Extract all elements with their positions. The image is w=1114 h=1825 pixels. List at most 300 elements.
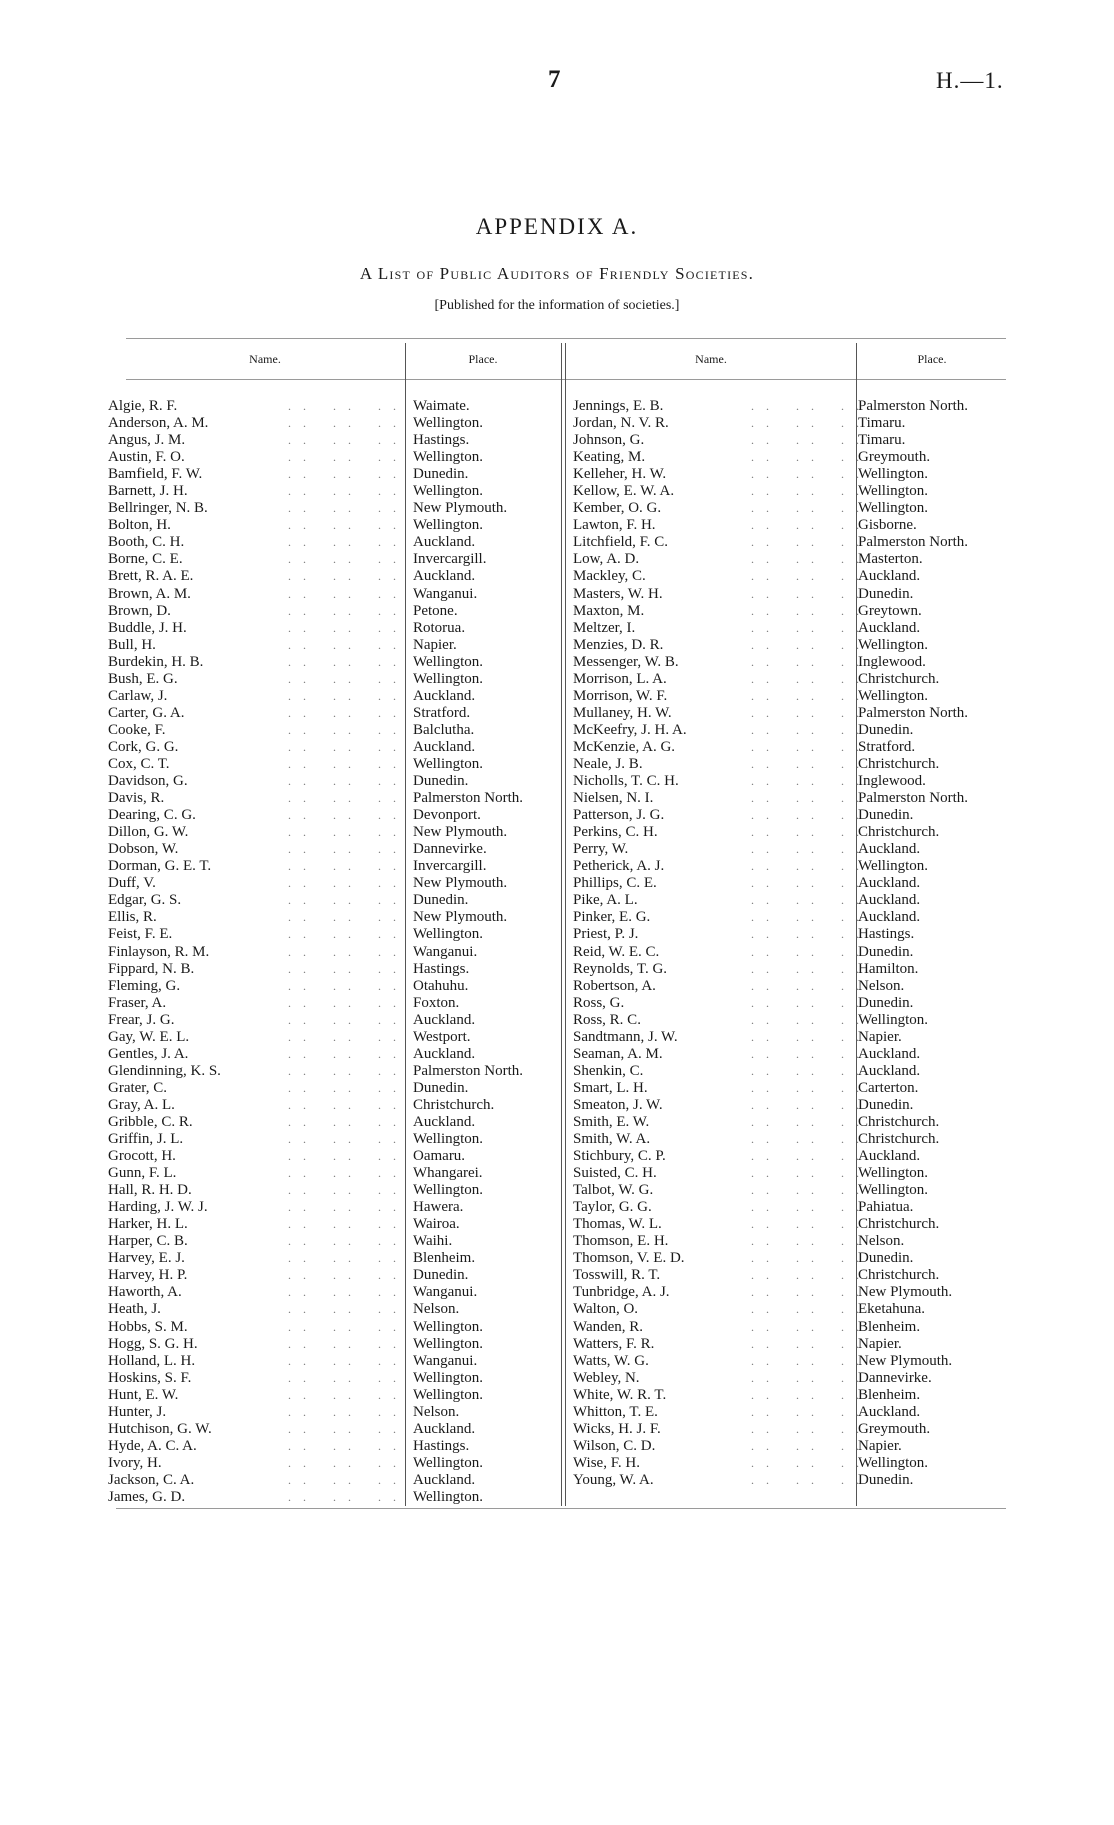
auditor-name-text: Perkins, C. H. <box>573 824 658 841</box>
auditor-name-text: Bush, E. G. <box>108 670 178 687</box>
dot-leader: .. .. .. <box>751 399 871 413</box>
auditor-name-text: Hunter, J. <box>108 1403 167 1420</box>
auditor-name-text: Hobbs, S. M. <box>108 1318 188 1335</box>
dot-leader: .. .. .. <box>288 1251 408 1266</box>
auditor-place <box>413 1097 558 1114</box>
auditor-place <box>858 534 1018 551</box>
dot-leader: .. .. .. <box>288 756 408 771</box>
auditor-place <box>858 1233 1018 1250</box>
auditor-place-text: Hawera. <box>413 1199 464 1216</box>
auditor-name <box>573 1267 871 1284</box>
auditor-place <box>413 1233 558 1250</box>
auditor-place-text: Christchurch. <box>858 1113 940 1130</box>
auditor-name <box>573 1369 871 1387</box>
dot-leader: .. .. .. <box>288 705 408 720</box>
auditor-name <box>108 483 408 500</box>
auditor-place <box>413 1012 558 1029</box>
auditor-name-text: Feist, F. E. <box>108 926 173 943</box>
auditor-name-text: Carter, G. A. <box>108 704 185 721</box>
dot-leader: .. .. .. <box>288 535 408 550</box>
auditor-name-text: Smith, E. W. <box>573 1113 650 1130</box>
auditor-place <box>413 1284 558 1301</box>
dot-leader: .. .. .. <box>751 518 871 533</box>
auditor-place-text: Auckland. <box>858 1062 921 1079</box>
auditor-name-text: Hutchison, G. W. <box>108 1420 212 1437</box>
auditor-name-text: Hunt, E. W. <box>108 1386 179 1403</box>
auditor-name <box>573 1318 871 1336</box>
dot-leader: .. .. .. <box>288 1166 408 1181</box>
auditor-name-text: Tunbridge, A. J. <box>573 1284 670 1301</box>
publication-note: [Published for the information of societies.] <box>434 298 680 313</box>
auditor-name-text: Webley, N. <box>573 1369 640 1386</box>
auditor-place-text: Masterton. <box>858 551 923 568</box>
auditor-name-text: Wise, F. H. <box>573 1454 640 1471</box>
dot-leader: .. .. .. <box>751 1370 871 1385</box>
auditor-place <box>413 534 558 551</box>
table-header-rule <box>126 379 1006 380</box>
dot-leader: .. .. .. <box>288 1114 408 1129</box>
auditor-place-text: Auckland. <box>858 909 921 926</box>
auditor-name <box>108 466 408 483</box>
dot-leader: .. .. .. <box>751 808 871 823</box>
dot-leader: .. .. .. <box>288 995 408 1010</box>
auditor-place <box>413 705 558 722</box>
auditor-place-text: Auckland. <box>858 568 921 585</box>
auditor-name <box>108 1403 408 1421</box>
auditor-place <box>858 909 1018 926</box>
auditor-name-text: Bull, H. <box>108 636 156 653</box>
auditor-name-text: Kelleher, H. W. <box>573 466 667 483</box>
dot-leader: .. .. .. <box>288 637 408 652</box>
auditor-name-text: Seaman, A. M. <box>573 1045 663 1062</box>
left-places-column <box>413 398 558 1506</box>
auditor-place <box>413 858 558 875</box>
auditor-name-text: Jordan, N. V. R. <box>573 415 669 432</box>
dot-leader: .. .. .. <box>751 654 871 669</box>
auditor-name-text: James, G. D. <box>108 1489 186 1505</box>
auditor-place <box>858 551 1018 568</box>
auditor-place-text: Wellington. <box>858 1454 929 1471</box>
auditor-place-text: Wellington. <box>858 483 929 500</box>
auditor-name-text: Brown, D. <box>108 602 171 619</box>
dot-leader: .. .. .. <box>751 1336 871 1351</box>
auditor-name-text: Dillon, G. W. <box>108 824 189 841</box>
dot-leader: .. .. .. <box>751 416 871 431</box>
auditor-name-text: Borne, C. E. <box>108 551 183 568</box>
dot-leader: .. .. .. <box>751 859 871 874</box>
auditor-name-text: Dorman, G. E. T. <box>108 858 212 875</box>
dot-leader: .. .. .. <box>751 910 871 925</box>
auditor-place-text: Napier. <box>858 1437 902 1454</box>
auditor-name <box>573 551 871 568</box>
auditor-name <box>573 1096 871 1114</box>
auditor-name <box>108 1420 408 1438</box>
auditor-place <box>858 1455 1018 1472</box>
auditor-place-text: New Plymouth. <box>413 824 508 841</box>
dot-leader: .. .. .. <box>751 1012 871 1027</box>
dot-leader: .. .. .. <box>751 1183 871 1198</box>
auditor-place <box>858 978 1018 995</box>
auditor-name <box>108 1113 408 1131</box>
dot-leader: .. .. .. <box>288 1302 408 1317</box>
auditor-name <box>108 1045 408 1063</box>
auditor-place-text: Blenheim. <box>858 1318 921 1335</box>
auditor-name-text: Taylor, G. G. <box>573 1199 652 1216</box>
page-number: 7 <box>548 66 561 93</box>
auditor-place-text: Foxton. <box>413 994 460 1011</box>
auditor-place <box>413 517 558 534</box>
header-name-left: Name. <box>249 352 281 366</box>
auditor-name-text: Cooke, F. <box>108 721 166 738</box>
auditor-place <box>858 739 1018 756</box>
dot-leader: .. .. .. <box>751 586 871 601</box>
auditor-place <box>413 568 558 585</box>
dot-leader: .. .. .. <box>288 1183 408 1198</box>
dot-leader: .. .. .. <box>288 1097 408 1112</box>
auditor-name-text: Edgar, G. S. <box>108 892 182 909</box>
auditor-name <box>108 790 408 807</box>
auditor-name-text: Morrison, L. A. <box>573 670 667 687</box>
auditor-name-text: Pinker, E. G. <box>573 909 651 926</box>
auditor-name-text: Lawton, F. H. <box>573 517 656 534</box>
auditor-name-text: Brown, A. M. <box>108 585 191 602</box>
auditor-name-text: Wilson, C. D. <box>573 1437 656 1454</box>
auditor-name-text: Petherick, A. J. <box>573 858 665 875</box>
auditor-name-text: Wanden, R. <box>573 1318 644 1335</box>
auditor-place <box>858 1267 1018 1284</box>
auditor-name-text: Bamfield, F. W. <box>108 466 203 483</box>
auditor-name-text: Barnett, J. H. <box>108 483 188 500</box>
dot-leader: .. .. .. <box>288 774 408 789</box>
auditor-place-text: Christchurch. <box>858 755 940 772</box>
auditor-place-text: Wellington. <box>858 636 929 653</box>
auditor-name <box>108 943 408 961</box>
auditor-name-text: Davidson, G. <box>108 773 188 790</box>
auditor-name-text: Maxton, M. <box>573 602 645 619</box>
dot-leader: .. .. .. <box>288 1387 408 1402</box>
auditor-place <box>413 1421 558 1438</box>
auditor-place-text: Wellington. <box>413 483 484 500</box>
auditor-name <box>108 636 408 654</box>
auditor-place <box>413 1250 558 1267</box>
auditor-name <box>573 449 871 466</box>
auditor-name <box>108 773 408 790</box>
auditor-place <box>413 790 558 807</box>
auditor-place-text: Auckland. <box>413 1471 476 1488</box>
auditor-place <box>413 654 558 671</box>
auditor-name-text: Harker, H. L. <box>108 1216 188 1233</box>
auditor-name <box>108 1471 408 1489</box>
auditor-place-text: Dunedin. <box>858 585 914 602</box>
auditor-name <box>108 909 408 926</box>
auditor-place-text: Wanganui. <box>413 943 478 960</box>
auditor-place-text: Wellington. <box>413 670 484 687</box>
auditor-place <box>413 722 558 739</box>
auditor-place-text: Wellington. <box>413 1318 484 1335</box>
auditor-name <box>573 943 871 961</box>
auditor-place-text: Wanganui. <box>413 1352 478 1369</box>
right-names-column <box>573 398 871 1489</box>
auditor-place-text: Dunedin. <box>858 721 914 738</box>
auditor-place-text: Dunedin. <box>413 773 469 790</box>
auditor-place <box>858 944 1018 961</box>
auditor-name <box>573 687 871 705</box>
auditor-name <box>108 500 408 517</box>
dot-leader: .. .. .. <box>751 1353 871 1368</box>
auditor-place <box>413 500 558 517</box>
auditor-name <box>573 773 871 790</box>
auditor-name <box>573 619 871 637</box>
auditor-name-text: Suisted, C. H. <box>573 1165 657 1182</box>
auditor-place-text: Auckland. <box>858 1148 921 1165</box>
auditor-name <box>573 841 871 858</box>
auditor-name <box>573 1352 871 1370</box>
auditor-name-text: Frear, J. G. <box>108 1011 175 1028</box>
auditor-name <box>573 926 871 943</box>
auditor-name-text: Reid, W. E. C. <box>573 943 660 960</box>
auditor-place <box>858 807 1018 824</box>
auditor-name-text: Harvey, E. J. <box>108 1250 185 1267</box>
auditor-name-text: Morrison, W. F. <box>573 687 668 704</box>
auditor-place-text: Nelson. <box>858 1233 905 1250</box>
auditor-name <box>573 704 871 722</box>
auditor-place-text: Nelson. <box>413 1301 460 1318</box>
auditor-name <box>108 449 408 466</box>
dot-leader: .. .. .. <box>751 450 871 465</box>
auditor-place-text: Palmerston North. <box>858 790 968 807</box>
auditor-place <box>858 1319 1018 1336</box>
auditor-name-text: Dearing, C. G. <box>108 807 196 824</box>
dot-leader: .. .. .. <box>751 1472 871 1487</box>
auditor-name-text: Booth, C. H. <box>108 534 185 551</box>
auditor-name-text: Gribble, C. R. <box>108 1113 193 1130</box>
auditor-name-text: Bolton, H. <box>108 517 171 534</box>
auditor-place-text: Timaru. <box>858 432 906 449</box>
dot-leader: .. .. .. <box>288 654 408 669</box>
dot-leader: .. .. .. <box>751 688 871 703</box>
auditor-place-text: Greymouth. <box>858 449 931 466</box>
auditor-name-text: Pike, A. L. <box>573 892 638 909</box>
dot-leader: .. .. .. <box>288 961 408 976</box>
auditor-name-text: Low, A. D. <box>573 551 640 568</box>
auditor-place-text: Waihi. <box>413 1233 453 1250</box>
auditor-name <box>108 619 408 637</box>
auditor-place <box>413 415 558 432</box>
auditor-place <box>413 1455 558 1472</box>
dot-leader: .. .. .. <box>288 501 408 516</box>
dot-leader: .. .. .. <box>288 1012 408 1027</box>
auditor-place <box>413 1080 558 1097</box>
auditor-name-text: Smeaton, J. W. <box>573 1096 663 1113</box>
auditor-place-text: Auckland. <box>858 841 921 858</box>
auditor-name-text: Keating, M. <box>573 449 646 466</box>
auditor-place <box>858 517 1018 534</box>
column-divider <box>565 343 566 1506</box>
dot-leader: .. .. .. <box>288 688 408 703</box>
auditor-name <box>573 1028 871 1046</box>
dot-leader: .. .. .. <box>288 825 408 840</box>
auditor-name-text: Harvey, H. P. <box>108 1267 188 1284</box>
auditor-name-text: Davis, R. <box>108 790 165 807</box>
auditor-place <box>413 466 558 483</box>
auditor-name-text: Young, W. A. <box>573 1471 654 1488</box>
auditor-name <box>573 824 871 841</box>
auditor-place <box>413 756 558 773</box>
table-top-rule <box>126 338 1006 339</box>
auditor-name <box>108 1386 408 1404</box>
auditor-name-text: Walton, O. <box>573 1301 639 1318</box>
auditor-place-text: Blenheim. <box>858 1386 921 1403</box>
auditor-name <box>573 415 871 432</box>
auditor-place <box>413 995 558 1012</box>
auditor-place <box>413 1131 558 1148</box>
auditor-name-text: Gentles, J. A. <box>108 1045 189 1062</box>
auditor-name <box>573 432 871 449</box>
auditor-place-text: Oamaru. <box>413 1148 466 1165</box>
auditor-name <box>573 738 871 756</box>
auditor-name <box>573 858 871 875</box>
dot-leader: .. .. .. <box>751 569 871 584</box>
auditor-name-text: Angus, J. M. <box>108 432 186 449</box>
auditor-name <box>573 1301 871 1318</box>
auditor-name-text: Grater, C. <box>108 1079 167 1096</box>
auditor-place-text: Stratford. <box>858 738 916 755</box>
auditor-name <box>108 1437 408 1455</box>
dot-leader: .. .. .. <box>751 620 871 635</box>
auditor-place <box>413 739 558 756</box>
auditor-place-text: Palmerston North. <box>858 398 968 414</box>
auditor-place <box>413 1472 558 1489</box>
dot-leader: .. .. .. <box>288 467 408 482</box>
auditor-name-text: Gray, A. L. <box>108 1096 175 1113</box>
auditor-name <box>108 994 408 1012</box>
dot-leader: .. .. .. <box>288 1217 408 1232</box>
auditor-place-text: Westport. <box>413 1028 471 1045</box>
auditor-place <box>858 398 1018 415</box>
dot-leader: .. .. .. <box>288 1370 408 1385</box>
dot-leader: .. .. .. <box>288 569 408 584</box>
auditor-place <box>858 483 1018 500</box>
page-subtitle: A List of Public Auditors of Friendly Societies. <box>359 264 755 283</box>
auditor-name <box>573 1165 871 1182</box>
auditor-place <box>413 1387 558 1404</box>
auditor-name-text: Johnson, G. <box>573 432 645 449</box>
auditor-place-text: Wairoa. <box>413 1216 460 1233</box>
auditor-name-text: White, W. R. T. <box>573 1386 667 1403</box>
auditor-place <box>413 1029 558 1046</box>
auditor-name <box>108 755 408 773</box>
auditor-place-text: Christchurch. <box>858 1267 940 1284</box>
dot-leader: .. .. .. <box>288 739 408 754</box>
auditor-place <box>413 824 558 841</box>
auditor-place <box>413 551 558 568</box>
auditor-place-text: Timaru. <box>858 415 906 432</box>
auditor-name-text: Mullaney, H. W. <box>573 704 672 721</box>
auditor-place <box>413 1046 558 1063</box>
auditor-name <box>573 1403 871 1421</box>
dot-leader: .. .. .. <box>751 501 871 516</box>
auditor-place <box>413 926 558 943</box>
auditor-name <box>108 1301 408 1318</box>
auditor-name <box>108 1489 408 1506</box>
auditor-place <box>413 671 558 688</box>
dot-leader: .. .. .. <box>288 1285 408 1300</box>
page-reference: H.—1. <box>936 68 1004 93</box>
auditor-place <box>858 1097 1018 1114</box>
auditor-place-text: Auckland. <box>413 1420 476 1437</box>
dot-leader: .. .. .. <box>288 1046 408 1061</box>
auditor-place <box>858 1421 1018 1438</box>
auditor-place-text: Palmerston North. <box>858 704 968 721</box>
auditor-name <box>108 960 408 978</box>
auditor-place <box>858 432 1018 449</box>
auditor-name <box>108 398 408 415</box>
auditor-place-text: Nelson. <box>858 977 905 994</box>
header-place-left: Place. <box>468 352 498 366</box>
auditor-name <box>573 1199 871 1216</box>
auditor-name-text: Mackley, C. <box>573 568 646 585</box>
auditor-name <box>573 585 871 603</box>
dot-leader: .. .. .. <box>288 518 408 533</box>
auditor-name-text: Cork, G. G. <box>108 738 179 755</box>
auditor-name-text: Anderson, A. M. <box>108 415 209 432</box>
auditor-place-text: Hastings. <box>858 926 915 943</box>
auditor-place <box>858 1336 1018 1353</box>
auditor-place <box>413 586 558 603</box>
auditor-place <box>858 620 1018 637</box>
auditor-name-text: Hyde, A. C. A. <box>108 1437 197 1454</box>
dot-leader: .. .. .. <box>288 842 408 857</box>
auditor-place-text: Auckland. <box>413 568 476 585</box>
auditor-name <box>573 960 871 978</box>
auditor-name <box>573 807 871 824</box>
auditor-place-text: Dunedin. <box>858 1471 914 1488</box>
auditor-name-text: Neale, J. B. <box>573 755 643 772</box>
auditor-place <box>858 790 1018 807</box>
auditor-name-text: Kember, O. G. <box>573 500 662 517</box>
auditor-name <box>108 517 408 534</box>
auditor-place-text: Auckland. <box>858 1045 921 1062</box>
auditor-name <box>573 1250 871 1267</box>
auditor-place-text: Auckland. <box>413 1045 476 1062</box>
auditor-place-text: Rotorua. <box>413 619 466 636</box>
auditor-place <box>413 1489 558 1506</box>
auditor-name-text: Holland, L. H. <box>108 1352 196 1369</box>
auditor-place <box>858 1370 1018 1387</box>
auditor-place <box>858 961 1018 978</box>
auditor-name <box>573 466 871 483</box>
auditor-name <box>108 1335 408 1353</box>
auditor-place <box>858 722 1018 739</box>
auditor-name <box>108 1062 408 1080</box>
auditor-name-text: Hoskins, S. F. <box>108 1369 192 1386</box>
auditor-place <box>858 1387 1018 1404</box>
dot-leader: .. .. .. <box>751 1455 871 1470</box>
dot-leader: .. .. .. <box>288 484 408 499</box>
auditor-name-text: Glendinning, K. S. <box>108 1062 221 1079</box>
auditor-name <box>573 500 871 517</box>
dot-leader: .. .. .. <box>751 484 871 499</box>
auditor-place <box>413 432 558 449</box>
dot-leader: .. .. .. <box>751 756 871 771</box>
dot-leader: .. .. .. <box>751 722 871 737</box>
auditor-place <box>413 449 558 466</box>
auditor-name <box>108 977 408 995</box>
auditor-name <box>573 1062 871 1080</box>
dot-leader: .. .. .. <box>288 1404 408 1419</box>
auditor-place <box>858 1063 1018 1080</box>
auditor-place <box>413 1165 558 1182</box>
